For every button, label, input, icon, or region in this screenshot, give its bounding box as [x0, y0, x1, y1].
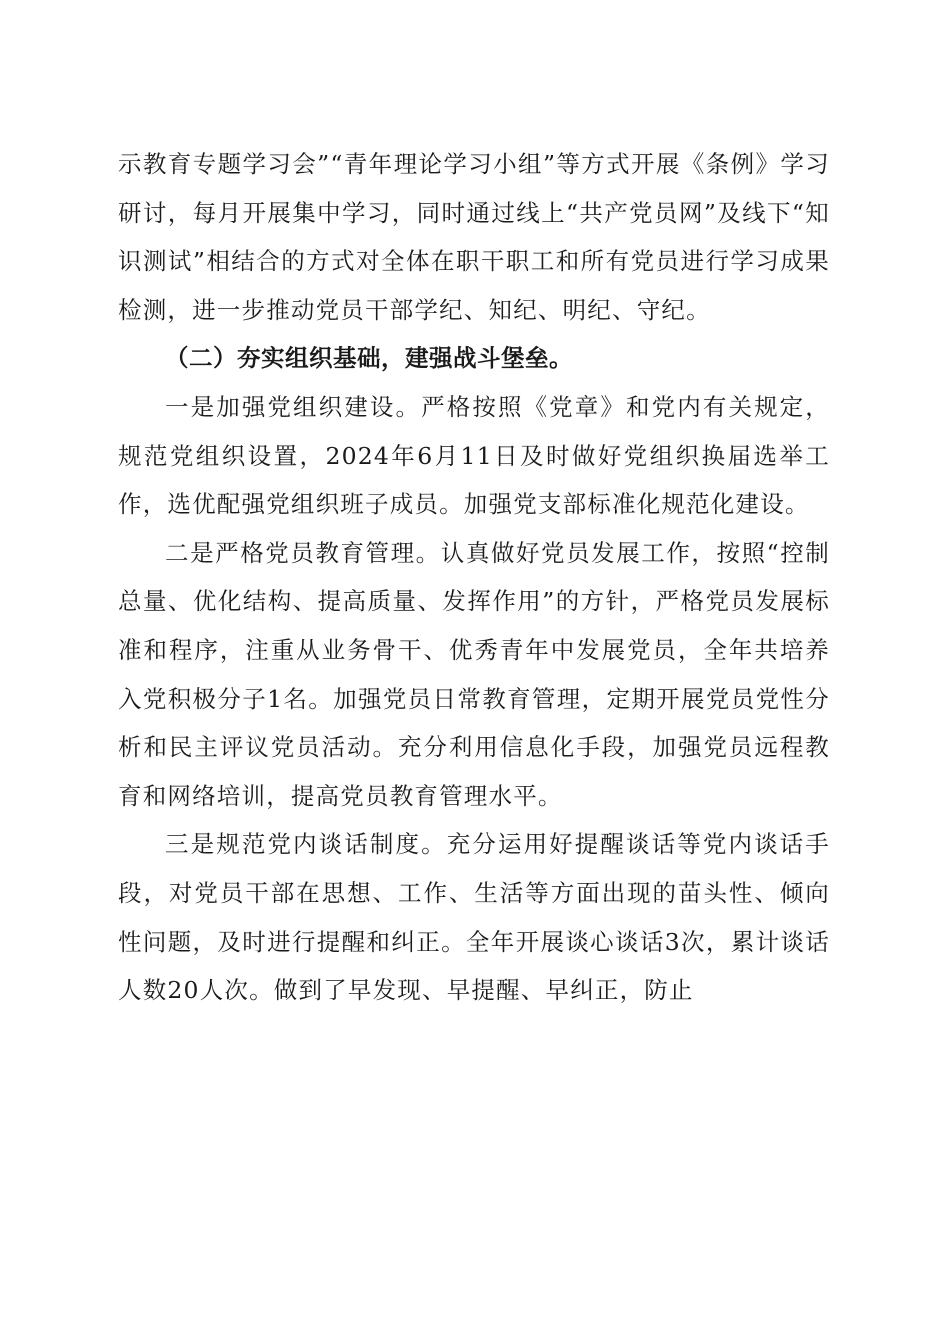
paragraph-member-education: 二是严格党员教育管理。认真做好党员发展工作，按照“控制总量、优化结构、提高质量、发挥作用”的方针，严格党员发展标准和程序，注重从业务骨干、优秀青年中发展党员，全年共培养入党积极分子1名。加强党员日常教育管理，定期开展党员党性分析和民主评议党员活动。充分利用信息化手段，加强党员远程教育和网络培训，提高党员教育管理水平。 — [118, 538, 830, 810]
paragraph-party-organization: 一是加强党组织建设。严格按照《党章》和党内有关规定，规范党组织设置，2024年6月11日及时做好党组织换届选举工作，选优配强党组织班子成员。加强党支部标准化规范化建设。 — [118, 392, 830, 519]
document-body — [118, 140, 830, 1015]
paragraph-talk-system: 三是规范党内谈话制度。充分运用好提醒谈话等党内谈话手段，对党员干部在思想、工作、生活等方面出现的苗头性、倾向性问题，及时进行提醒和纠正。全年开展谈心谈话3次，累计谈话人数20人次。做到了早发现、早提醒、早纠正，防止 — [118, 830, 830, 1005]
section-heading: （二）夯实组织基础，建强战斗堡垒。 — [165, 344, 573, 373]
paragraph-continuation: 示教育专题学习会”“青年理论学习小组”等方式开展《条例》学习研讨，每月开展集中学习，同时通过线上“共产党员网”及线下“知识测试”相结合的方式对全体在职干职工和所有党员进行学习成果检测，进一步推动党员干部学纪、知纪、明纪、守纪。 — [118, 150, 830, 324]
